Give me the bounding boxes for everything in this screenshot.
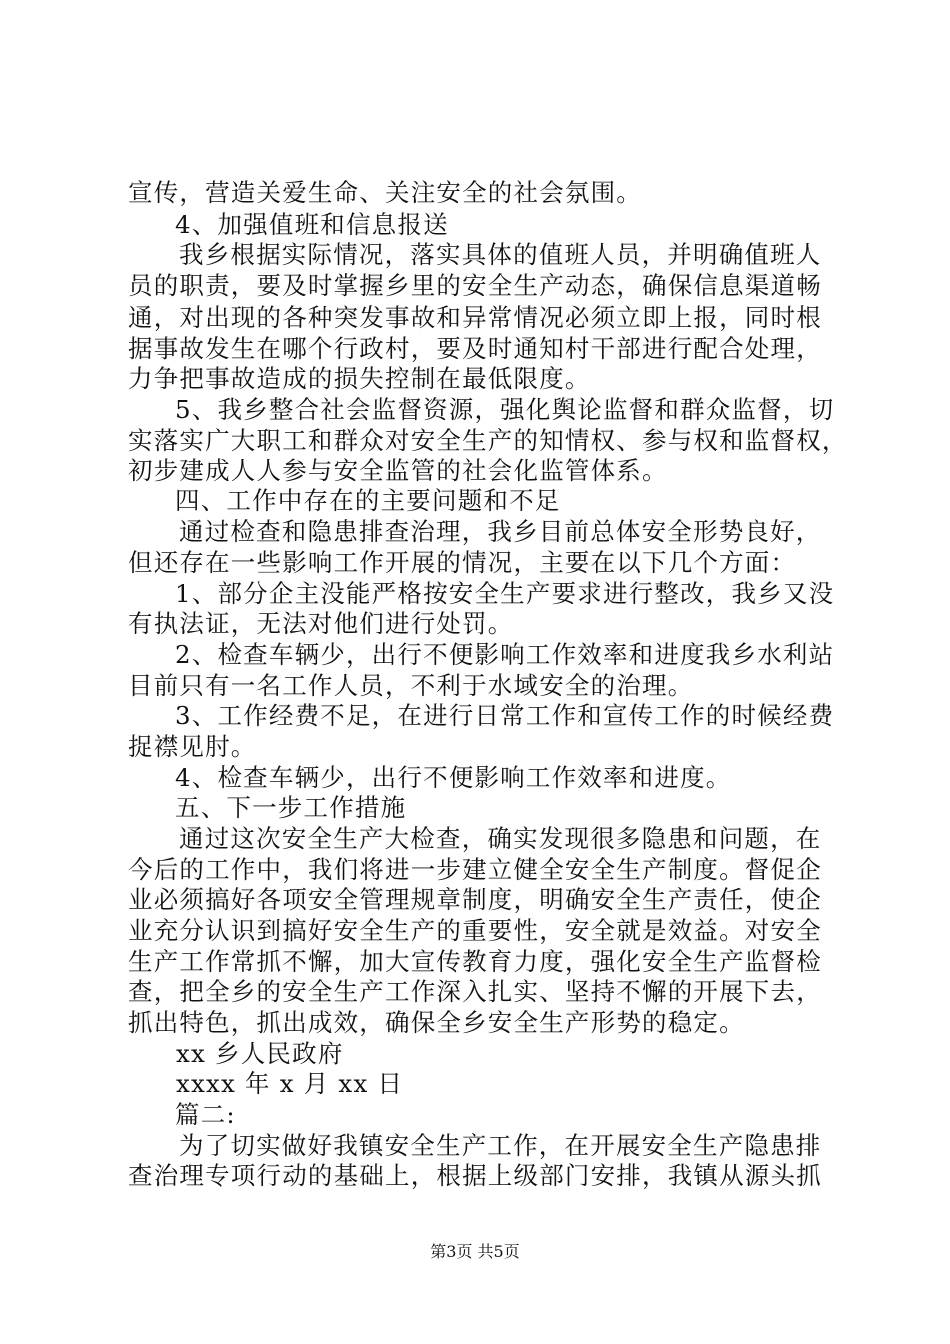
paragraph-line: 查，把全乡的安全生产工作深入扎实、坚持不懈的开展下去， [128,977,822,1006]
paragraph-line: 通过检查和隐患排查治理，我乡目前总体安全形势良好， [179,517,822,546]
paragraph-line: 2、检查车辆少，出行不便影响工作效率和进度我乡水利站 [175,640,835,669]
page-number-footer: 第3页 共5页 [430,1242,520,1261]
paragraph-line: 我乡根据实际情况，落实具体的值班人员，并明确值班人 [179,240,822,269]
paragraph-line: 初步建成人人参与安全监管的社会化监管体系。 [128,456,668,485]
section-heading: 四、工作中存在的主要问题和不足 [175,486,561,515]
paragraph-line: 员的职责，要及时掌握乡里的安全生产动态，确保信息渠道畅 [128,271,822,300]
paragraph-line: 捉襟见肘。 [128,732,257,761]
paragraph-line: 生产工作常抓不懈，加大宣传教育力度，强化安全生产监督检 [128,947,822,976]
paragraph-line: 宣传，营造关爱生命、关注安全的社会氛围。 [128,178,642,207]
paragraph-line: 抓出特色，抓出成效，确保全乡安全生产形势的稳定。 [128,1008,745,1037]
paragraph-line: 4、检查车辆少，出行不便影响工作效率和进度。 [175,763,732,792]
paragraph-line: 通过这次安全生产大检查，确实发现很多隐患和问题，在 [179,824,822,853]
paragraph-line: 据事故发生在哪个行政村，要及时通知村干部进行配合处理， [128,334,822,363]
signature-date: xxxx 年 x 月 xx 日 [176,1069,404,1098]
paragraph-line: 1、部分企主没能严格按安全生产要求进行整改，我乡又没 [175,579,835,608]
paragraph-line: 业必须搞好各项安全管理规章制度，明确安全生产责任，使企 [128,885,822,914]
section-heading: 4、加强值班和信息报送 [175,210,449,239]
paragraph-line: 5、我乡整合社会监督资源，强化舆论监督和群众监督，切 [175,395,835,424]
paragraph-line: 力争把事故造成的损失控制在最低限度。 [128,364,591,393]
signature-organization: xx 乡人民政府 [176,1039,344,1068]
paragraph-line: 查治理专项行动的基础上，根据上级部门安排，我镇从源头抓 [128,1161,822,1190]
paragraph-line: 目前只有一名工作人员，不利于水域安全的治理。 [128,671,694,700]
paragraph-line: 为了切实做好我镇安全生产工作，在开展安全生产隐患排 [179,1131,822,1160]
paragraph-line: 有执法证，无法对他们进行处罚。 [128,609,514,638]
paragraph-line: 实落实广大职工和群众对安全生产的知情权、参与权和监督权， [128,426,848,455]
paragraph-line: 今后的工作中，我们将进一步建立健全安全生产制度。督促企 [128,855,822,884]
paragraph-line: 3、工作经费不足，在进行日常工作和宣传工作的时候经费 [175,701,835,730]
paragraph-line: 业充分认识到搞好安全生产的重要性，安全就是效益。对安全 [128,916,822,945]
paragraph-line: 通，对出现的各种突发事故和异常情况必须立即上报，同时根 [128,303,822,332]
section-heading: 篇二: [175,1100,236,1129]
section-heading: 五、下一步工作措施 [175,793,407,822]
paragraph-line: 但还存在一些影响工作开展的情况，主要在以下几个方面： [128,548,797,577]
